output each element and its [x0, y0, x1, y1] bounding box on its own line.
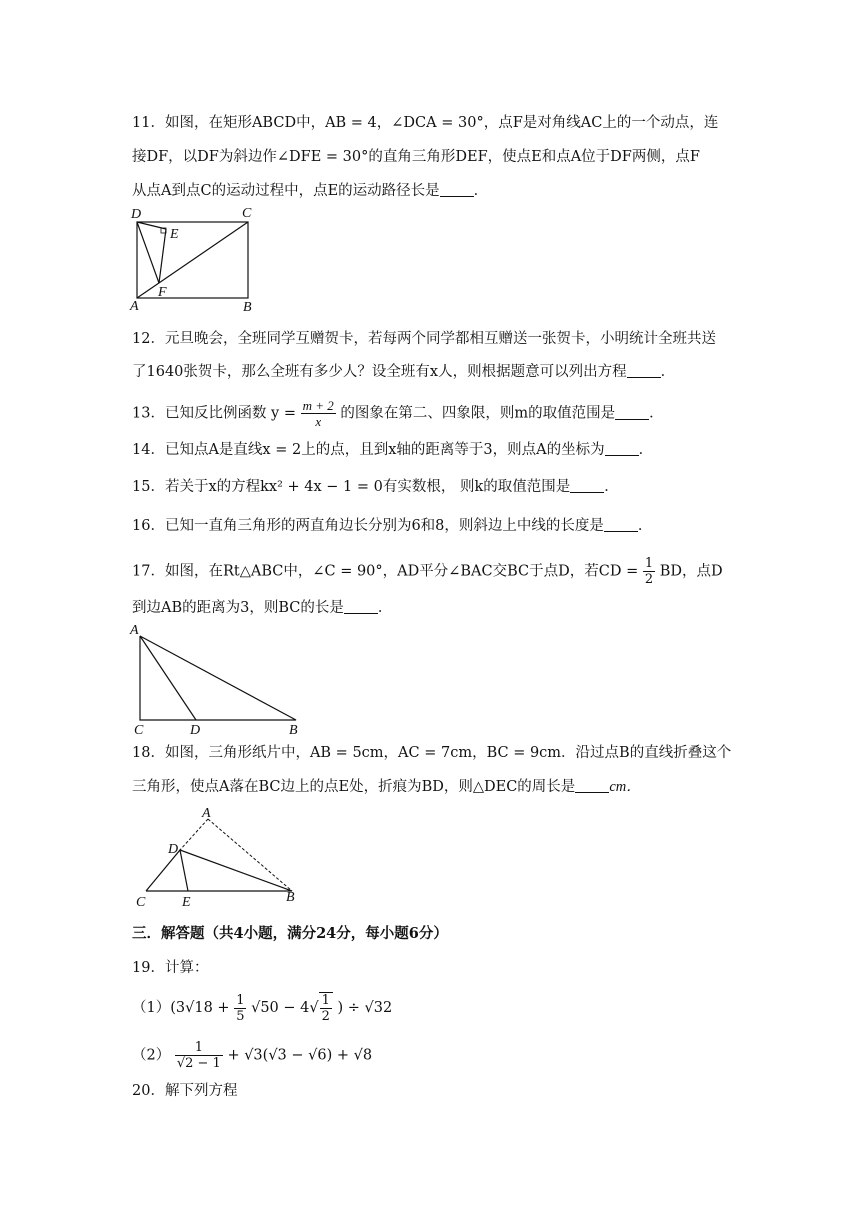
q19-p1-fraction [234, 993, 246, 1024]
q19-p1-root-fraction [319, 992, 333, 1024]
q13-num: m + 2 [302, 398, 334, 413]
q12-line2: 了1640张贺卡，那么全班有多少人？设全班有x人，则根据题意可以列出方程 ． [132, 364, 676, 380]
q11-line3: 从点A到点C的运动过程中，点E的运动路径长是 ． [132, 183, 489, 199]
fig11-label-d: D [131, 207, 142, 222]
fig17-label-d: D [190, 723, 201, 738]
fig18-label-b: B [286, 890, 295, 905]
fig11-label-a: A [130, 299, 139, 314]
q17-post: BD，点D [659, 563, 723, 580]
q17-line1 [132, 556, 723, 587]
q18-line1: 18．如图，三角形纸片中，AB = 5cm，AC = 7cm，BC = 9cm．沿过点B的直线折叠这个 [132, 745, 732, 761]
q17-den: 2 [644, 572, 654, 587]
q19-p2-label: （2） [132, 1047, 171, 1064]
q16-line: 16．已知一直角三角形的两直角边长分别为6和8，则斜边上中线的长度是 ． [132, 518, 653, 534]
q19-p1-label: （1） [132, 1000, 171, 1016]
q12-line2-text: 了1640张贺卡，那么全班有多少人？设全班有x人，则根据题意可以列出方程 [132, 364, 627, 380]
q19-p2-fn: 1 [175, 1040, 223, 1056]
q18-line2-text: 三角形，使点A落在BC边上的点E处，折痕为BD，则△DEC的周长是 [132, 779, 576, 795]
fig18-label-c: C [136, 895, 146, 910]
section-heading: 三．解答题（共4小题，满分24分，每小题6分） [132, 925, 448, 942]
q18-figure [132, 805, 302, 913]
q17-line2: 到边AB的距离为3，则BC的长是 ． [132, 600, 393, 616]
answer-blank [570, 478, 604, 493]
q13-post: 的图象在第二、四象限，则m的取值范围是 [340, 405, 616, 422]
q17-pre: 17．如图，在Rt△ABC中，∠C = 90°，AD平分∠BAC交BC于点D，若CD = [132, 563, 639, 580]
fig11-label-e: E [170, 227, 179, 242]
answer-blank [627, 363, 661, 378]
q15-text: 15．若关于x的方程kx² + 4x − 1 = 0有实数根， 则k的取值范围是 [132, 479, 571, 495]
q19-p2-fd: √2 − 1 [176, 1056, 221, 1071]
q11-line3-text: 从点A到点C的运动过程中，点E的运动路径长是 [132, 183, 440, 199]
q19-p2-fraction [175, 1040, 223, 1071]
fig11-label-b: B [243, 300, 252, 315]
q13-fraction [301, 398, 336, 429]
q19-p2-b: + √3(√3 − √6) + √8 [227, 1047, 373, 1064]
q19-title: 19．计算： [132, 960, 209, 976]
q11-line2: 接DF，以DF为斜边作∠DFE = 30°的直角三角形DEF，使点E和点A位于DF两侧，点F [132, 149, 700, 165]
q12-line1: 12．元旦晚会，全班同学互赠贺卡，若每两个同学都相互赠送一张贺卡，小明统计全班共送 [132, 331, 716, 347]
answer-blank [344, 599, 378, 614]
q20-title: 20．解下列方程 [132, 1083, 238, 1099]
fig17-label-a: A [130, 623, 139, 638]
fig17-label-b: B [289, 723, 298, 738]
answer-blank [615, 405, 649, 420]
q13-den: x [315, 414, 322, 429]
q19-p1-rd: 2 [321, 1009, 330, 1024]
q14-line: 14．已知点A是直线x = 2上的点，且到x轴的距离等于3，则点A的坐标为 ． [132, 442, 654, 458]
fig18-label-d: D [168, 842, 179, 857]
q11-line1: 11．如图，在矩形ABCD中，AB = 4，∠DCA = 30°，点F是对角线AC上的一个动点，连 [132, 115, 719, 131]
q11-figure [128, 204, 268, 316]
answer-blank [605, 441, 639, 456]
answer-blank [575, 778, 609, 793]
answer-blank [440, 182, 474, 197]
q13-pre: 13．已知反比例函数 y = [132, 405, 297, 422]
q17-line2-text: 到边AB的距离为3，则BC的长是 [132, 600, 344, 616]
q19-p1-fn: 1 [236, 992, 245, 1008]
q19-p1-rn: 1 [321, 993, 330, 1008]
answer-blank [604, 517, 638, 532]
q17-fraction [643, 556, 655, 587]
q19-p1-b: √50 − 4 [251, 1000, 310, 1016]
q17-figure [126, 620, 306, 738]
q19-part1: （1）(3√18 + $\frac{1}{5}$ √50 − 4√ $\frac{1}{2}$ ) ÷ √32 [132, 992, 393, 1024]
q18-line2 [132, 777, 641, 797]
q19-p1-a: (3√18 + [170, 1000, 230, 1016]
fig11-label-c: C [242, 206, 252, 221]
fig18-label-e: E [182, 895, 191, 910]
fig11-label-f: F [158, 285, 167, 300]
q14-text: 14．已知点A是直线x = 2上的点，且到x轴的距离等于3，则点A的坐标为 [132, 442, 605, 458]
q19-p1-fd: 5 [236, 1008, 245, 1024]
q15-line: 15．若关于x的方程kx² + 4x − 1 = 0有实数根， 则k的取值范围是 ． [132, 479, 619, 495]
q16-text: 16．已知一直角三角形的两直角边长分别为6和8，则斜边上中线的长度是 [132, 518, 604, 534]
q13-line: 13．已知反比例函数 y = $\frac{m + 2}{x}$ 的图象在第二、四象限，则m的取值范围是 ． [132, 398, 664, 429]
q18-unit: cm． [609, 779, 641, 795]
q17-num: 1 [644, 556, 654, 571]
fig17-label-c: C [134, 723, 144, 738]
q19-part2 [132, 1040, 372, 1071]
q19-p1-c: ) ÷ √32 [337, 1000, 393, 1016]
fig18-label-a: A [202, 806, 211, 821]
